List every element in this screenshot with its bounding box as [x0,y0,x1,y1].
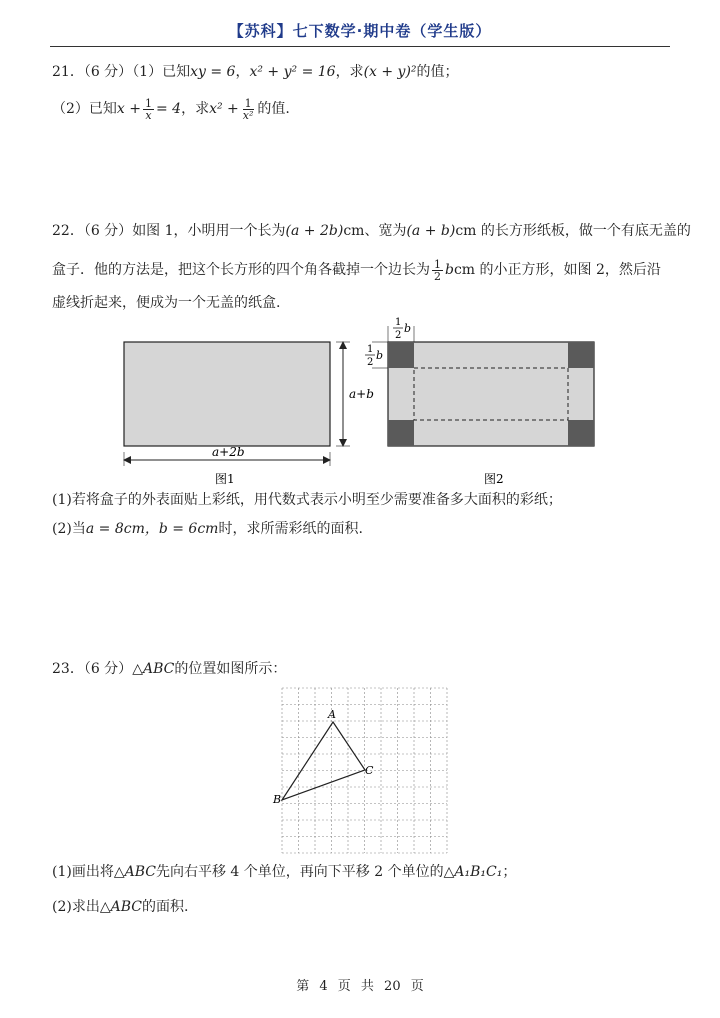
frac-denominator: x² [242,108,254,122]
q21-line1 [52,62,459,82]
q23-sub1 [52,862,516,882]
q22-number: 22． [52,223,84,239]
q21-given-a: xy = 6 [190,64,236,80]
frac-numerator: 1 [145,96,152,110]
q21-part2-x: x + [116,101,141,117]
q23-number: 23． [52,661,84,677]
frac-numerator: 1 [434,257,441,271]
q23-sub2-text: (2)求出 [52,899,100,915]
page-number: 第 4 页 共 20 页 [296,979,424,994]
fig2-top-frac-den: 2 [395,330,402,341]
q23-sub2-text: 的面积. [141,899,189,915]
header-divider [50,46,670,47]
fig2-left-frac-num: 1 [367,344,374,355]
q22-sub2 [52,519,363,539]
q23-sub2-triangle: △ABC [99,899,142,915]
q21-part1-label: （1）已知 [132,64,191,80]
q22-points: （6 分） [83,223,133,239]
q21-points: （6 分） [83,64,133,80]
fig2-top-frac-num: 1 [395,317,402,328]
frac-denominator: 2 [434,269,441,283]
q21-fraction-1-over-x2 [241,98,256,121]
q22-line2 [52,255,661,285]
q21-expr: (x + y)² [363,64,417,80]
q23-triangle: △ABC [132,661,175,677]
q22-half-fraction [432,259,443,282]
fig2-corner-square [568,342,594,368]
q22-figures [110,312,610,490]
vertex-c-label: C [365,764,374,777]
q21-part2-ask: ，求 [181,101,210,117]
triangle-abc [282,722,365,800]
q21-part1-end: 的值； [416,64,459,80]
q22-text: cm 的小正方形，如图 2，然后沿 [453,262,661,278]
q22-b-var: b [445,262,454,278]
q21-number: 21． [52,64,84,80]
q21-line2 [52,94,290,124]
vertex-a-label: A [328,708,336,721]
q21-part2-end: 的值. [257,101,290,117]
q21-part1-ask: ，求 [335,64,364,80]
q23-sub1-text: ； [502,864,517,880]
q22-sub1: (1)若将盒子的外表面贴上彩纸，用代数式表示小明至少需要准备多大面积的彩纸； [52,492,562,508]
page-header-title: 【苏科】七下数学·期中卷（学生版） [228,22,492,40]
q22-text: cm 的长方形纸板，做一个有底无盖的 [455,223,691,239]
q23-sub1-text: (1)画出将 [52,864,114,880]
q22-sub2-text: (2)当 [52,521,86,537]
fig2-top-frac-var: b [404,322,412,335]
frac-denominator: x [145,108,152,122]
q22-width-expr: (a + b) [406,223,456,239]
q21-sep: ， [235,64,250,80]
q22-sub2-cond: a = 8cm，b = 6cm [85,521,219,537]
fig1-width-label: a+2b [212,445,245,459]
fig1-rectangle [124,342,330,446]
q21-part2-label: （2）已知 [52,101,117,117]
q22-length-expr: (a + 2b) [285,223,344,239]
frac-numerator: 1 [244,96,252,110]
q21-given-b: x² + y² = 16 [249,64,336,80]
vertex-b-label: B [273,793,282,806]
fig1-height-label: a+b [349,387,374,401]
q21-part2-x2: x² + [209,101,239,117]
q22-text: 如图 1，小明用一个长为 [132,223,286,239]
q23-stem-text: 的位置如图所示： [174,661,287,677]
fig2-corner-square [568,420,594,446]
q23-sub1-triangle: △ABC [113,864,156,880]
fig2-left-frac-var: b [376,349,384,362]
q21-part2-eq: = 4 [156,101,182,117]
q22-text: cm、宽为 [343,223,407,239]
fig2-rectangle [388,342,594,446]
q22-line3: 虚线折起来，便成为一个无盖的纸盒. [52,295,281,311]
fig1-caption: 图1 [215,472,235,486]
q22-text: 盒子．他的方法是，把这个长方形的四个角各截掉一个边长为 [52,262,430,278]
q23-points: （6 分） [83,661,133,677]
q21-fraction-1-over-x [143,98,154,121]
fig2-left-frac-den: 2 [367,357,374,368]
q23-sub1-text: 先向右平移 4 个单位，再向下平移 2 个单位的 [155,864,444,880]
q22-line1 [52,221,691,241]
q23-stem [52,659,286,679]
fig2-corner-square [388,342,414,368]
q23-grid-figure [272,684,452,854]
fig2-caption: 图2 [484,472,504,486]
q23-sub2 [52,897,188,917]
q23-sub1-triangle-image: △A₁B₁C₁ [443,864,503,880]
q22-sub2-text: 时，求所需彩纸的面积. [218,521,363,537]
fig2-corner-square [388,420,414,446]
